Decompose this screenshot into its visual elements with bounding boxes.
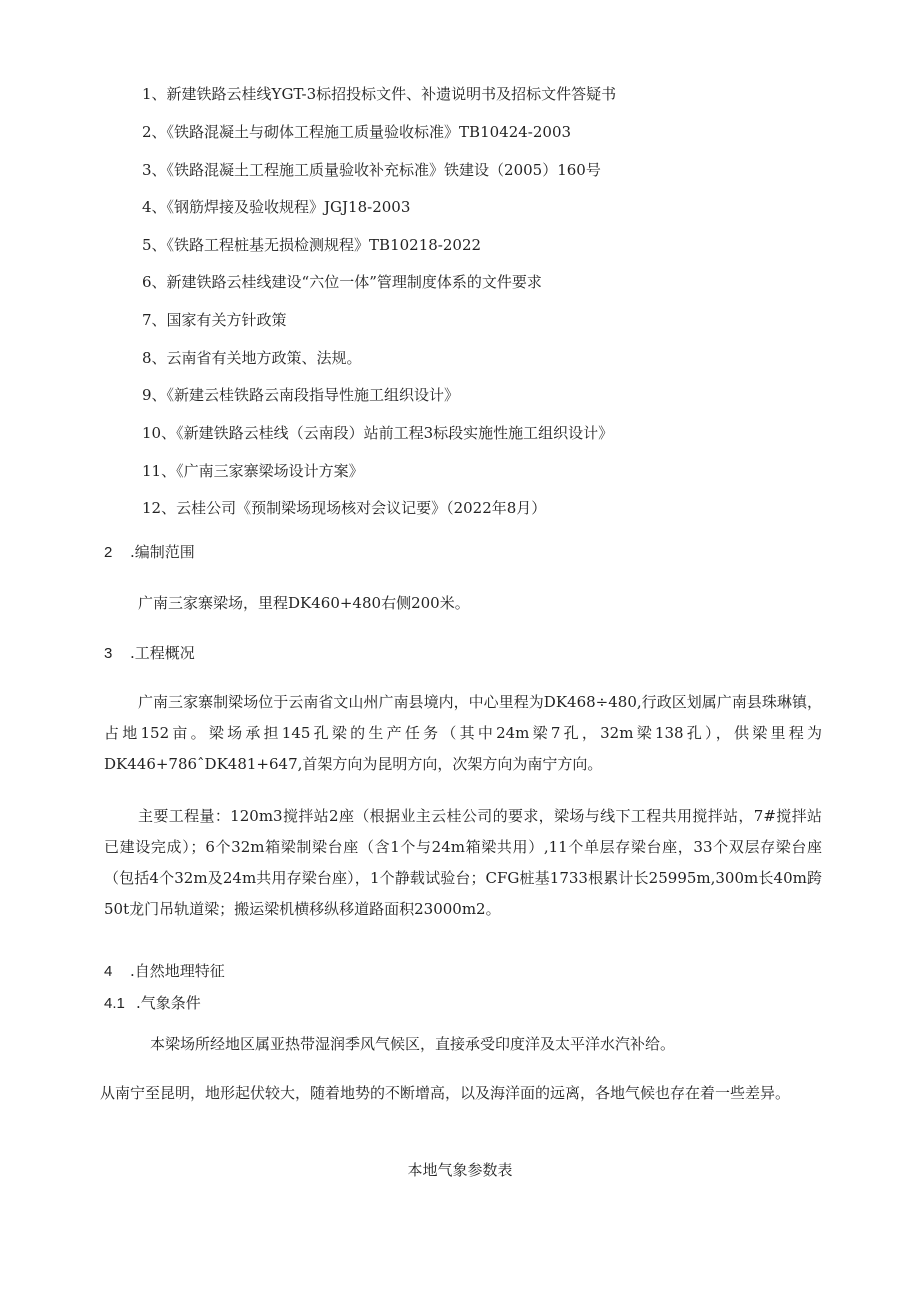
reference-item-10: 10、《新建铁路云桂线（云南段）站前工程3标段实施性施工组织设计》 [142, 424, 614, 442]
reference-item-8: 8、云南省有关地方政策、法规。 [142, 349, 362, 367]
reference-item-1: 1、新建铁路云桂线YGT-3标招投标文件、补遗说明书及招标文件答疑书 [142, 85, 617, 103]
climate-paragraph-2: 从南宁至昆明，地形起伏较大，随着地势的不断增高，以及海洋面的远离，各地气候也存在着一些差异。 [100, 1084, 791, 1102]
section-number: 3 [104, 645, 113, 662]
reference-item-7: 7、国家有关方针政策 [142, 311, 287, 329]
scope-paragraph: 广南三家寨梁场，里程DK460+480右侧200米。 [138, 594, 470, 612]
table-caption: 本地气象参数表 [407, 1161, 513, 1179]
subsection-title: .气象条件 [136, 994, 201, 1012]
reference-item-12: 12、云桂公司《预制梁场现场核对会议记要》（2022年8月） [142, 499, 547, 517]
overview-paragraph-1: 广南三家寨制梁场位于云南省文山州广南县境内，中心里程为DK468÷480,行政区划属广南县珠琳镇，占地152亩。梁场承担145孔梁的生产任务（其中24m梁7孔，32m梁138孔），供梁里程为DK446+786ˆDK481+647,首架方向为昆明方向，次架方向为南宁方向。 [104, 693, 822, 773]
overview-paragraph-2: 主要工程量：120m3搅拌站2座（根据业主云桂公司的要求，梁场与线下工程共用搅拌站，7#搅拌站已建设完成）；6个32m箱梁制梁台座（含1个与24m箱梁共用）,11个单层存梁台座，33个双层存梁台座（包括4个32m及24m共用存梁台座），1个静载试验台；CFG桩基1733根累计长25995m,300m长40m跨50t龙门吊轨道梁；搬运梁机横移纵移道路面积23000m2。 [104, 807, 822, 918]
reference-item-11: 11、《广南三家寨梁场设计方案》 [142, 462, 364, 480]
section-number: 2 [104, 544, 113, 561]
reference-item-9: 9、《新建云桂铁路云南段指导性施工组织设计》 [142, 386, 460, 404]
reference-item-4: 4、《钢筋焊接及验收规程》JGJ18-2003 [142, 198, 411, 216]
subsection-number: 4.1 [104, 995, 125, 1012]
reference-item-3: 3、《铁路混凝土工程施工质量验收补充标准》铁建设（2005）160号 [142, 161, 601, 179]
section-title: .自然地理特征 [130, 962, 225, 980]
section-heading-geography [104, 961, 225, 982]
section-title: .编制范围 [130, 543, 195, 561]
section-heading-scope [104, 542, 195, 563]
subsection-heading-climate [104, 993, 201, 1014]
reference-item-5: 5、《铁路工程桩基无损检测规程》TB10218-2022 [142, 236, 482, 254]
section-title: .工程概况 [130, 644, 195, 662]
reference-item-6: 6、新建铁路云桂线建设“六位一体”管理制度体系的文件要求 [142, 273, 542, 291]
reference-item-2: 2、《铁路混凝土与砌体工程施工质量验收标准》TB10424-2003 [142, 123, 572, 141]
section-number: 4 [104, 963, 113, 980]
climate-paragraph-1: 本梁场所经地区属亚热带湿润季风气候区，直接承受印度洋及太平洋水汽补给。 [150, 1035, 676, 1053]
section-heading-overview [104, 643, 195, 664]
